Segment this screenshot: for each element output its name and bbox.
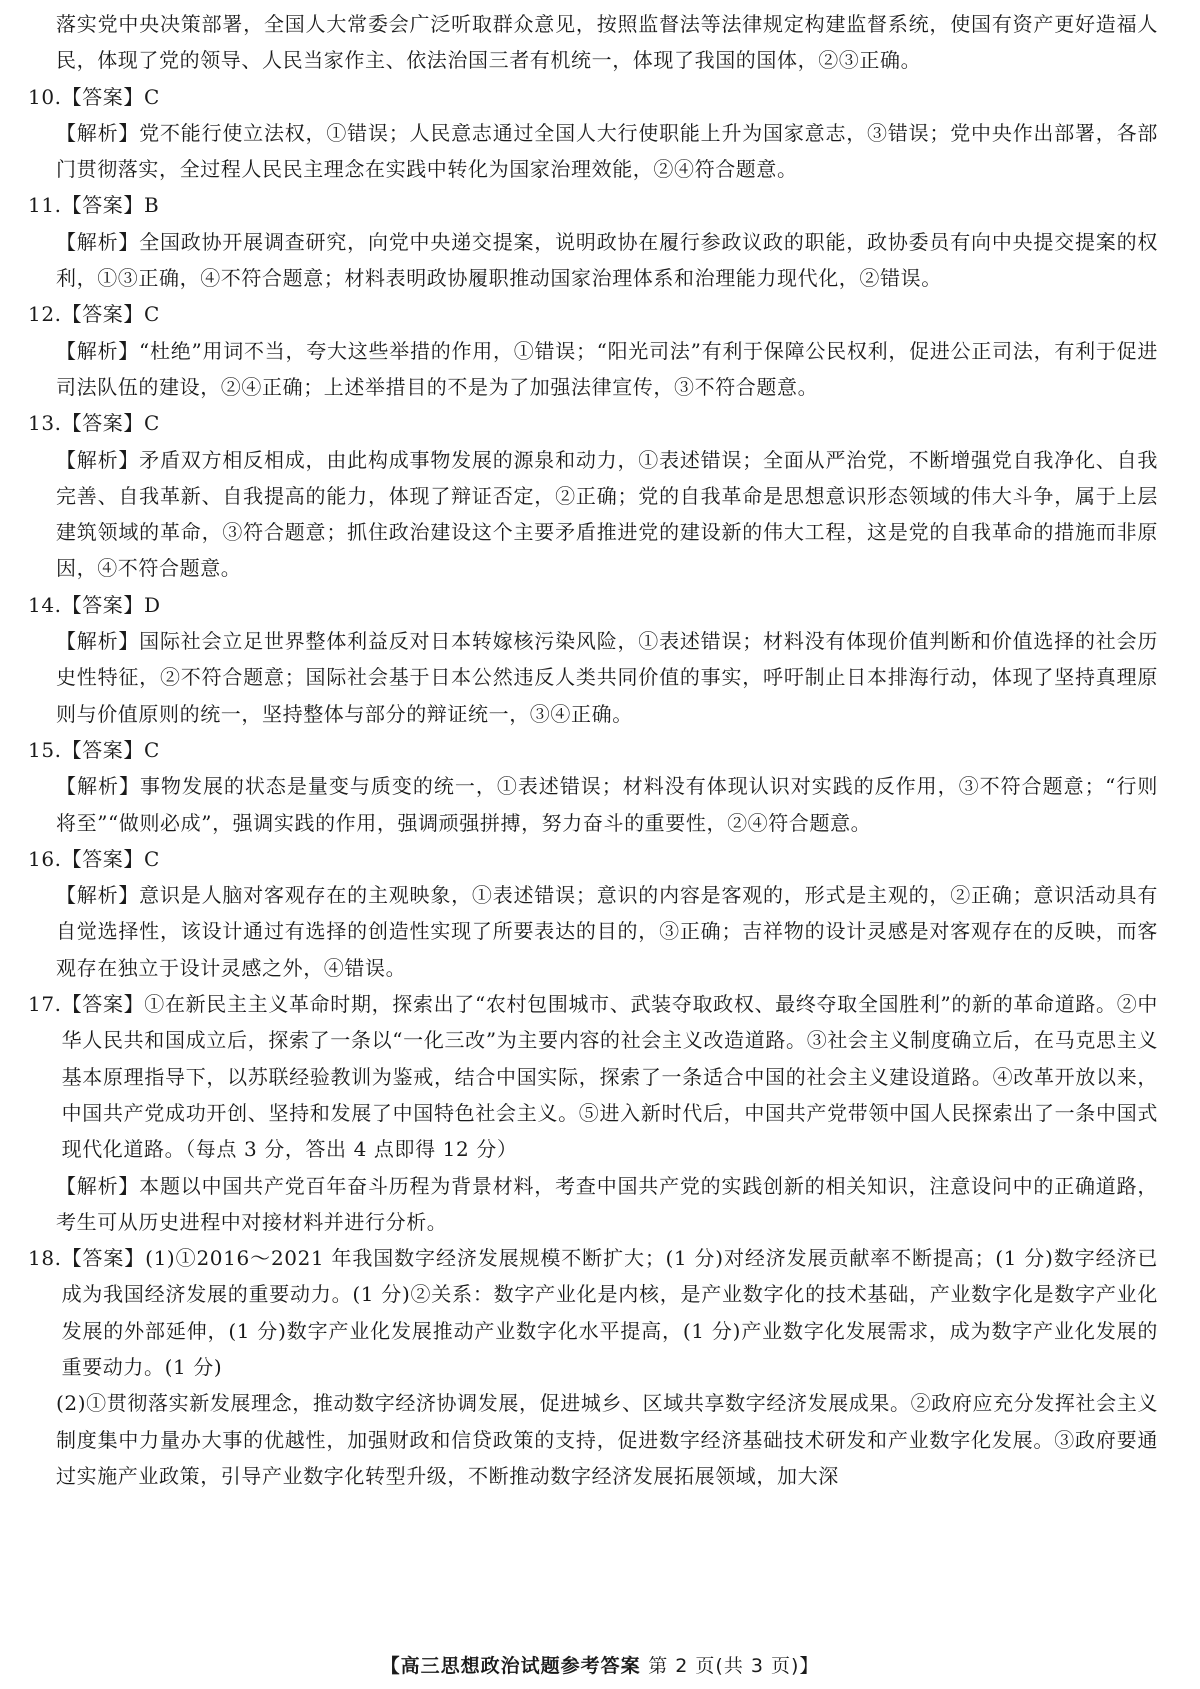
answer-line — [28, 986, 1158, 1167]
analysis-text: 【解析】国际社会立足世界整体利益反对日本转嫁核污染风险，①表述错误；材料没有体现价值判断和价值选择的社会历史性特征，②不符合题意；国际社会基于日本公然违反人类共同价值的事实，呼吁制止日本排海行动，体现了坚持真理原则与价值原则的统一，坚持整体与部分的辩证统一，③④正确。 — [56, 629, 1158, 726]
question-13 — [28, 405, 1158, 586]
answer-key-document — [28, 6, 1158, 1494]
answer-text: 【答案】C — [61, 84, 160, 109]
question-11 — [28, 187, 1158, 296]
question-12 — [28, 296, 1158, 405]
intro-paragraph: 落实党中央决策部署，全国人大常委会广泛听取群众意见，按照监督法等法律规定构建监督系统，使国有资产更好造福人民，体现了党的领导、人民当家作主、依法治国三者有机统一，体现了我国的国体，②③正确。 — [56, 12, 1158, 73]
answer-line — [28, 187, 1158, 223]
question-10 — [28, 79, 1158, 188]
analysis-text: 【解析】本题以中国共产党百年奋斗历程为背景材料，考查中国共产党的实践创新的相关知识，注意设问中的正确道路，考生可从历史进程中对接材料并进行分析。 — [56, 1173, 1158, 1234]
answer-line — [28, 296, 1158, 332]
question-14 — [28, 587, 1158, 732]
footer-page-number: 第 2 页(共 3 页)】 — [648, 1655, 820, 1677]
question-number: 17. — [28, 992, 62, 1017]
question-17 — [28, 986, 1158, 1240]
analysis-text: 【解析】意识是人脑对客观存在的主观映象，①表述错误；意识的内容是客观的，形式是主观的，②正确；意识活动具有自觉选择性，该设计通过有选择的创造性实现了所要表达的目的，③正确；吉祥物的设计灵感是对客观存在的反映，而客观存在独立于设计灵感之外，④错误。 — [56, 883, 1158, 980]
question-number: 18. — [28, 1246, 62, 1271]
analysis-text: 【解析】全国政协开展调查研究，向党中央递交提案，说明政协在履行参政议政的职能，政协委员有向中央提交提案的权利，①③正确，④不符合题意；材料表明政协履职推动国家治理体系和治理能力现代化，②错误。 — [56, 229, 1158, 291]
question-number: 12. — [28, 302, 62, 327]
analysis-text: 【解析】事物发展的状态是量变与质变的统一，①表述错误；材料没有体现认识对实践的反作用，③不符合题意；“行则将至”“做则必成”，强调实践的作用，强调顽强拼搏，努力奋斗的重要性，②④符合题意。 — [56, 774, 1158, 835]
answer-line — [28, 1240, 1158, 1385]
question-number: 15. — [28, 737, 62, 762]
answer-text: 【答案】C — [61, 302, 160, 327]
analysis-text: 【解析】党不能行使立法权，①错误；人民意志通过全国人大行使职能上升为国家意志，③错误；党中央作出部署，各部门贯彻落实，全过程人民民主理念在实践中转化为国家治理效能，②④符合题意。 — [56, 120, 1158, 182]
answer-text-part-1: 【答案】(1)①2016～2021 年我国数字经济发展规模不断扩大；(1 分)对经济发展贡献率不断提高；(1 分)数字经济已成为我国经济发展的重要动力。(1 分)②关系：数字产业化是内核，是产业数字化的技术基础，产业数字化是数字产业化发展的外部延伸，(1 分)数字产业化发展推动产业数字化水平提高，(1 分)产业数字化发展需求，成为数字产业化发展的重要动力。(1 分) — [61, 1246, 1158, 1379]
answer-line — [28, 79, 1158, 115]
question-number: 10. — [28, 84, 62, 109]
answer-text: 【答案】C — [61, 737, 160, 762]
answer-line — [28, 841, 1158, 877]
question-number: 11. — [28, 193, 62, 218]
analysis-text: 【解析】矛盾双方相反相成，由此构成事物发展的源泉和动力，①表述错误；全面从严治党，不断增强党自我净化、自我完善、自我革新、自我提高的能力，体现了辩证否定，②正确；党的自我革命是思想意识形态领域的伟大斗争，属于上层建筑领域的革命，③符合题意；抓住政治建设这个主要矛盾推进党的建设新的伟大工程，这是党的自我革命的措施而非原因，④不符合题意。 — [56, 447, 1158, 581]
answer-text: 【答案】B — [61, 193, 160, 218]
answer-line — [28, 587, 1158, 623]
analysis-text: 【解析】“杜绝”用词不当，夸大这些举措的作用，①错误；“阳光司法”有利于保障公民权利，促进公正司法，有利于促进司法队伍的建设，②④正确；上述举措目的不是为了加强法律宣传，③不符合题意。 — [56, 338, 1158, 399]
answer-text: 【答案】D — [61, 592, 161, 617]
answer-line — [28, 405, 1158, 441]
footer-title: 【高三思想政治试题参考答案 — [380, 1655, 641, 1677]
question-18 — [28, 1240, 1158, 1494]
answer-text: 【答案】C — [61, 411, 160, 436]
question-number: 13. — [28, 411, 62, 436]
answer-text: 【答案】C — [61, 846, 160, 871]
question-number: 14. — [28, 592, 62, 617]
answer-text-part-2: (2)①贯彻落实新发展理念，推动数字经济协调发展，促进城乡、区域共享数字经济发展成果。②政府应充分发挥社会主义制度集中力量办大事的优越性，加强财政和信贷政策的支持，促进数字经济基础技术研发和产业数字化发展。③政府要通过实施产业政策，引导产业数字化转型升级，不断推动数字经济发展拓展领域，加大深 — [56, 1391, 1158, 1488]
answer-text: 【答案】①在新民主主义革命时期，探索出了“农村包围城市、武装夺取政权、最终夺取全国胜利”的新的革命道路。②中华人民共和国成立后，探索了一条以“一化三改”为主要内容的社会主义改造道路。③社会主义制度确立后，在马克思主义基本原理指导下，以苏联经验教训为鉴戒，结合中国实际，探索了一条适合中国的社会主义建设道路。④改革开放以来，中国共产党成功开创、坚持和发展了中国特色社会主义。⑤进入新时代后，中国共产党带领中国人民探索出了一条中国式现代化道路。（每点 3 分，答出 4 点即得 12 分） — [61, 992, 1158, 1162]
answer-line — [28, 732, 1158, 768]
page-footer — [0, 1651, 1200, 1678]
question-16 — [28, 841, 1158, 986]
question-number: 16. — [28, 846, 62, 871]
question-15 — [28, 732, 1158, 841]
